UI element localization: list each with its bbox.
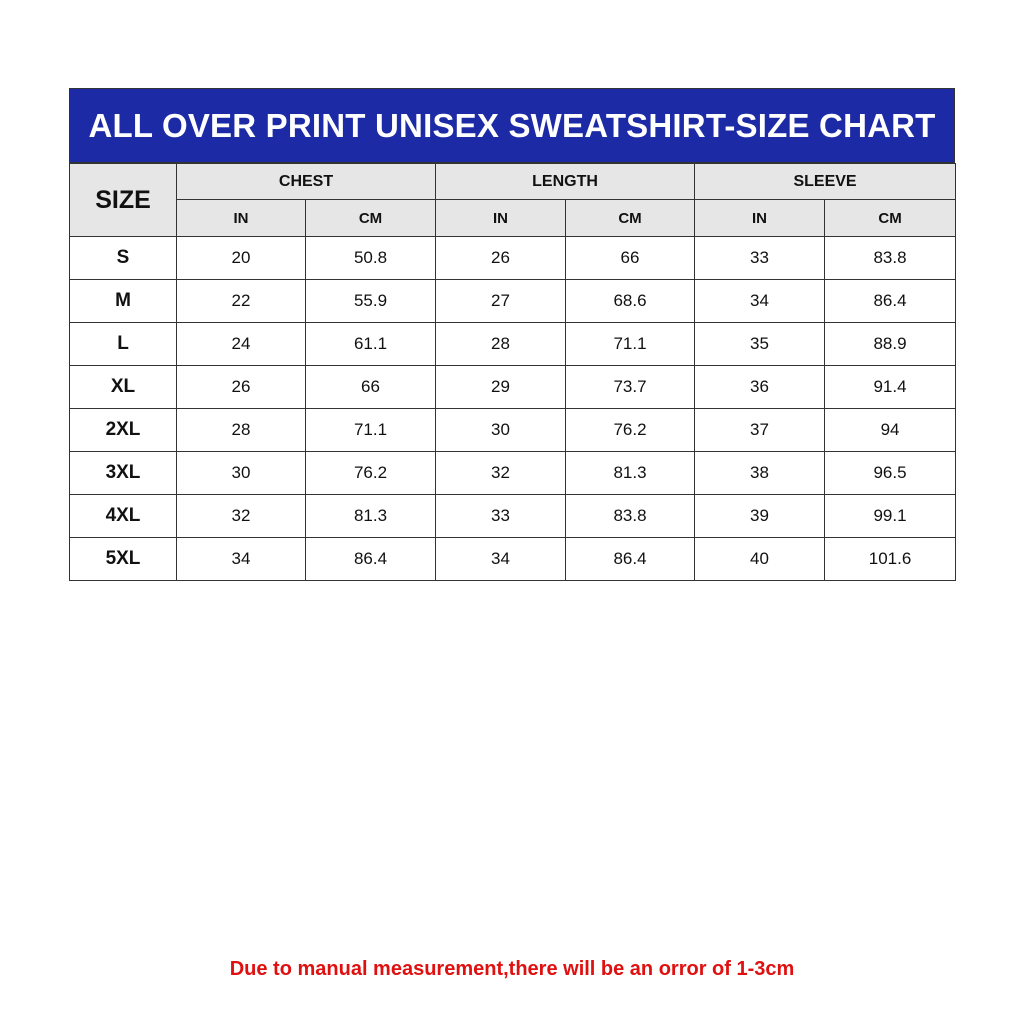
chest-cm-cell: 86.4: [306, 538, 436, 581]
length-cm-cell: 73.7: [566, 366, 695, 409]
chest-in-cell: 28: [177, 409, 306, 452]
length-in-cell: 27: [436, 280, 566, 323]
sleeve-in-cell: 36: [695, 366, 825, 409]
length-cm-cell: 76.2: [566, 409, 695, 452]
chest-cm-cell: 66: [306, 366, 436, 409]
group-header-sleeve: SLEEVE: [695, 164, 956, 200]
length-cm-cell: 66: [566, 237, 695, 280]
chest-in-cell: 26: [177, 366, 306, 409]
chest-cm-cell: 55.9: [306, 280, 436, 323]
size-label: M: [70, 280, 177, 323]
length-in-cell: 28: [436, 323, 566, 366]
length-in-cell: 32: [436, 452, 566, 495]
table-row: [70, 538, 956, 581]
chest-in-cell: 34: [177, 538, 306, 581]
size-header: SIZE: [70, 164, 177, 237]
measurement-disclaimer: Due to manual measurement,there will be an orror of 1-3cm: [229, 958, 795, 980]
sleeve-in-cell: 39: [695, 495, 825, 538]
chest-in-cell: 30: [177, 452, 306, 495]
sleeve-cm-cell: 101.6: [825, 538, 956, 581]
chest-cm-cell: 76.2: [306, 452, 436, 495]
size-label: 5XL: [70, 538, 177, 581]
sleeve-cm-cell: 83.8: [825, 237, 956, 280]
size-label: 3XL: [70, 452, 177, 495]
size-label: 4XL: [70, 495, 177, 538]
chart-title: ALL OVER PRINT UNISEX SWEATSHIRT-SIZE CHART: [69, 88, 955, 163]
chest-cm-cell: 71.1: [306, 409, 436, 452]
chest-cm-cell: 81.3: [306, 495, 436, 538]
size-label: XL: [70, 366, 177, 409]
sleeve-in-cell: 34: [695, 280, 825, 323]
unit-header-row: [70, 200, 956, 237]
table-row: [70, 366, 956, 409]
table-row: [70, 323, 956, 366]
sleeve-cm-cell: 94: [825, 409, 956, 452]
sleeve-cm-cell: 96.5: [825, 452, 956, 495]
chest-in-cell: 32: [177, 495, 306, 538]
chest-in-cell: 24: [177, 323, 306, 366]
sleeve-in-cell: 38: [695, 452, 825, 495]
group-header-row: [70, 164, 956, 200]
sleeve-cm-cell: 88.9: [825, 323, 956, 366]
chest-in-cell: 20: [177, 237, 306, 280]
sleeve-in-cell: 37: [695, 409, 825, 452]
chest-cm-cell: 50.8: [306, 237, 436, 280]
chest-cm-cell: 61.1: [306, 323, 436, 366]
sleeve-in-cell: 35: [695, 323, 825, 366]
sleeve-cm-cell: 91.4: [825, 366, 956, 409]
sleeve-cm-cell: 99.1: [825, 495, 956, 538]
length-in-cell: 34: [436, 538, 566, 581]
length-cm-cell: 68.6: [566, 280, 695, 323]
table-row: [70, 280, 956, 323]
table-row: [70, 237, 956, 280]
length-cm-cell: 86.4: [566, 538, 695, 581]
sleeve-in-cell: 33: [695, 237, 825, 280]
group-header-chest: CHEST: [177, 164, 436, 200]
length-in-cell: 26: [436, 237, 566, 280]
length-cm-cell: 71.1: [566, 323, 695, 366]
length-cm-cell: 81.3: [566, 452, 695, 495]
size-table: [69, 163, 956, 581]
unit-header-length-in: IN: [436, 200, 566, 237]
unit-header-chest-in: IN: [177, 200, 306, 237]
length-in-cell: 30: [436, 409, 566, 452]
unit-header-sleeve-cm: CM: [825, 200, 956, 237]
size-label: S: [70, 237, 177, 280]
group-header-length: LENGTH: [436, 164, 695, 200]
table-row: [70, 495, 956, 538]
sleeve-in-cell: 40: [695, 538, 825, 581]
length-cm-cell: 83.8: [566, 495, 695, 538]
length-in-cell: 33: [436, 495, 566, 538]
length-in-cell: 29: [436, 366, 566, 409]
table-row: [70, 452, 956, 495]
chest-in-cell: 22: [177, 280, 306, 323]
table-row: [70, 409, 956, 452]
unit-header-chest-cm: CM: [306, 200, 436, 237]
size-label: L: [70, 323, 177, 366]
unit-header-length-cm: CM: [566, 200, 695, 237]
size-chart: [69, 88, 955, 581]
sleeve-cm-cell: 86.4: [825, 280, 956, 323]
size-label: 2XL: [70, 409, 177, 452]
unit-header-sleeve-in: IN: [695, 200, 825, 237]
